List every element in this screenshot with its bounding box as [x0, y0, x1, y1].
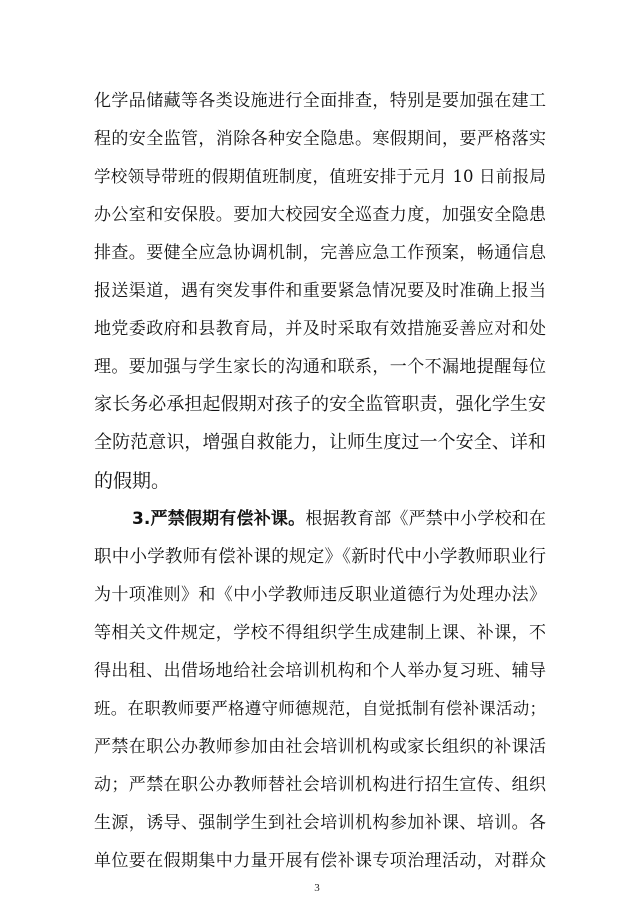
paragraph-line: 全防范意识，增强自救能力，让师生度过一个安全、详和: [94, 432, 546, 453]
paragraph-line: 动；严禁在职公办教师替社会培训机构进行招生宣传、组织: [94, 775, 546, 795]
paragraph-line: 家长务必承担起假期对孩子的安全监管职责，强化学生安: [94, 394, 546, 415]
paragraph-line: 办公室和安保股。要加大校园安全巡查力度，加强安全隐患: [94, 205, 546, 225]
paragraph-line: 学校领导带班的假期值班制度，值班安排于元月 10 日前报局: [94, 167, 546, 186]
paragraph-line: 职中小学教师有偿补课的规定》《新时代中小学教师职业行: [94, 547, 546, 567]
page-number: 3: [314, 882, 320, 894]
paragraph-line: 等相关文件规定，学校不得组织学生成建制上课、补课，不: [94, 623, 546, 643]
paragraph-line: 班。在职教师要严格遵守师德规范，自觉抵制有偿补课活动；: [94, 699, 546, 718]
paragraph-line: 单位要在假期集中力量开展有偿补课专项治理活动，对群众: [94, 851, 546, 871]
paragraph-line: 化学品储藏等各类设施进行全面排查，特别是要加强在建工: [94, 91, 546, 111]
paragraph-line: 为十项准则》和《中小学教师违反职业道德行为处理办法》: [94, 585, 546, 605]
section-first-line-text: 根据教育部《严禁中小学校和在: [305, 509, 546, 529]
paragraph-line: 生源，诱导、强制学生到社会培训机构参加补课、培训。各: [94, 813, 546, 833]
paragraph-line: 理。要加强与学生家长的沟通和联系，一个不漏地提醒每位: [94, 357, 546, 377]
paragraph-line: 地党委政府和县教育局，并及时采取有效措施妥善应对和处: [94, 319, 546, 339]
paragraph-line: 程的安全监管，消除各种安全隐患。寒假期间，要严格落实: [94, 129, 546, 149]
section-first-line: [132, 506, 546, 532]
paragraph-line: 排查。要健全应急协调机制，完善应急工作预案，畅通信息: [94, 243, 546, 263]
section-heading: 3.严禁假期有偿补课。: [132, 509, 306, 529]
paragraph-line: 得出租、出借场地给社会培训机构和个人举办复习班、辅导: [94, 661, 546, 681]
paragraph-line: 严禁在职公办教师参加由社会培训机构或家长组织的补课活: [94, 737, 546, 757]
paragraph-line: 报送渠道，遇有突发事件和重要紧急情况要及时准确上报当: [94, 281, 546, 301]
paragraph-line: 的假期。: [94, 470, 171, 492]
